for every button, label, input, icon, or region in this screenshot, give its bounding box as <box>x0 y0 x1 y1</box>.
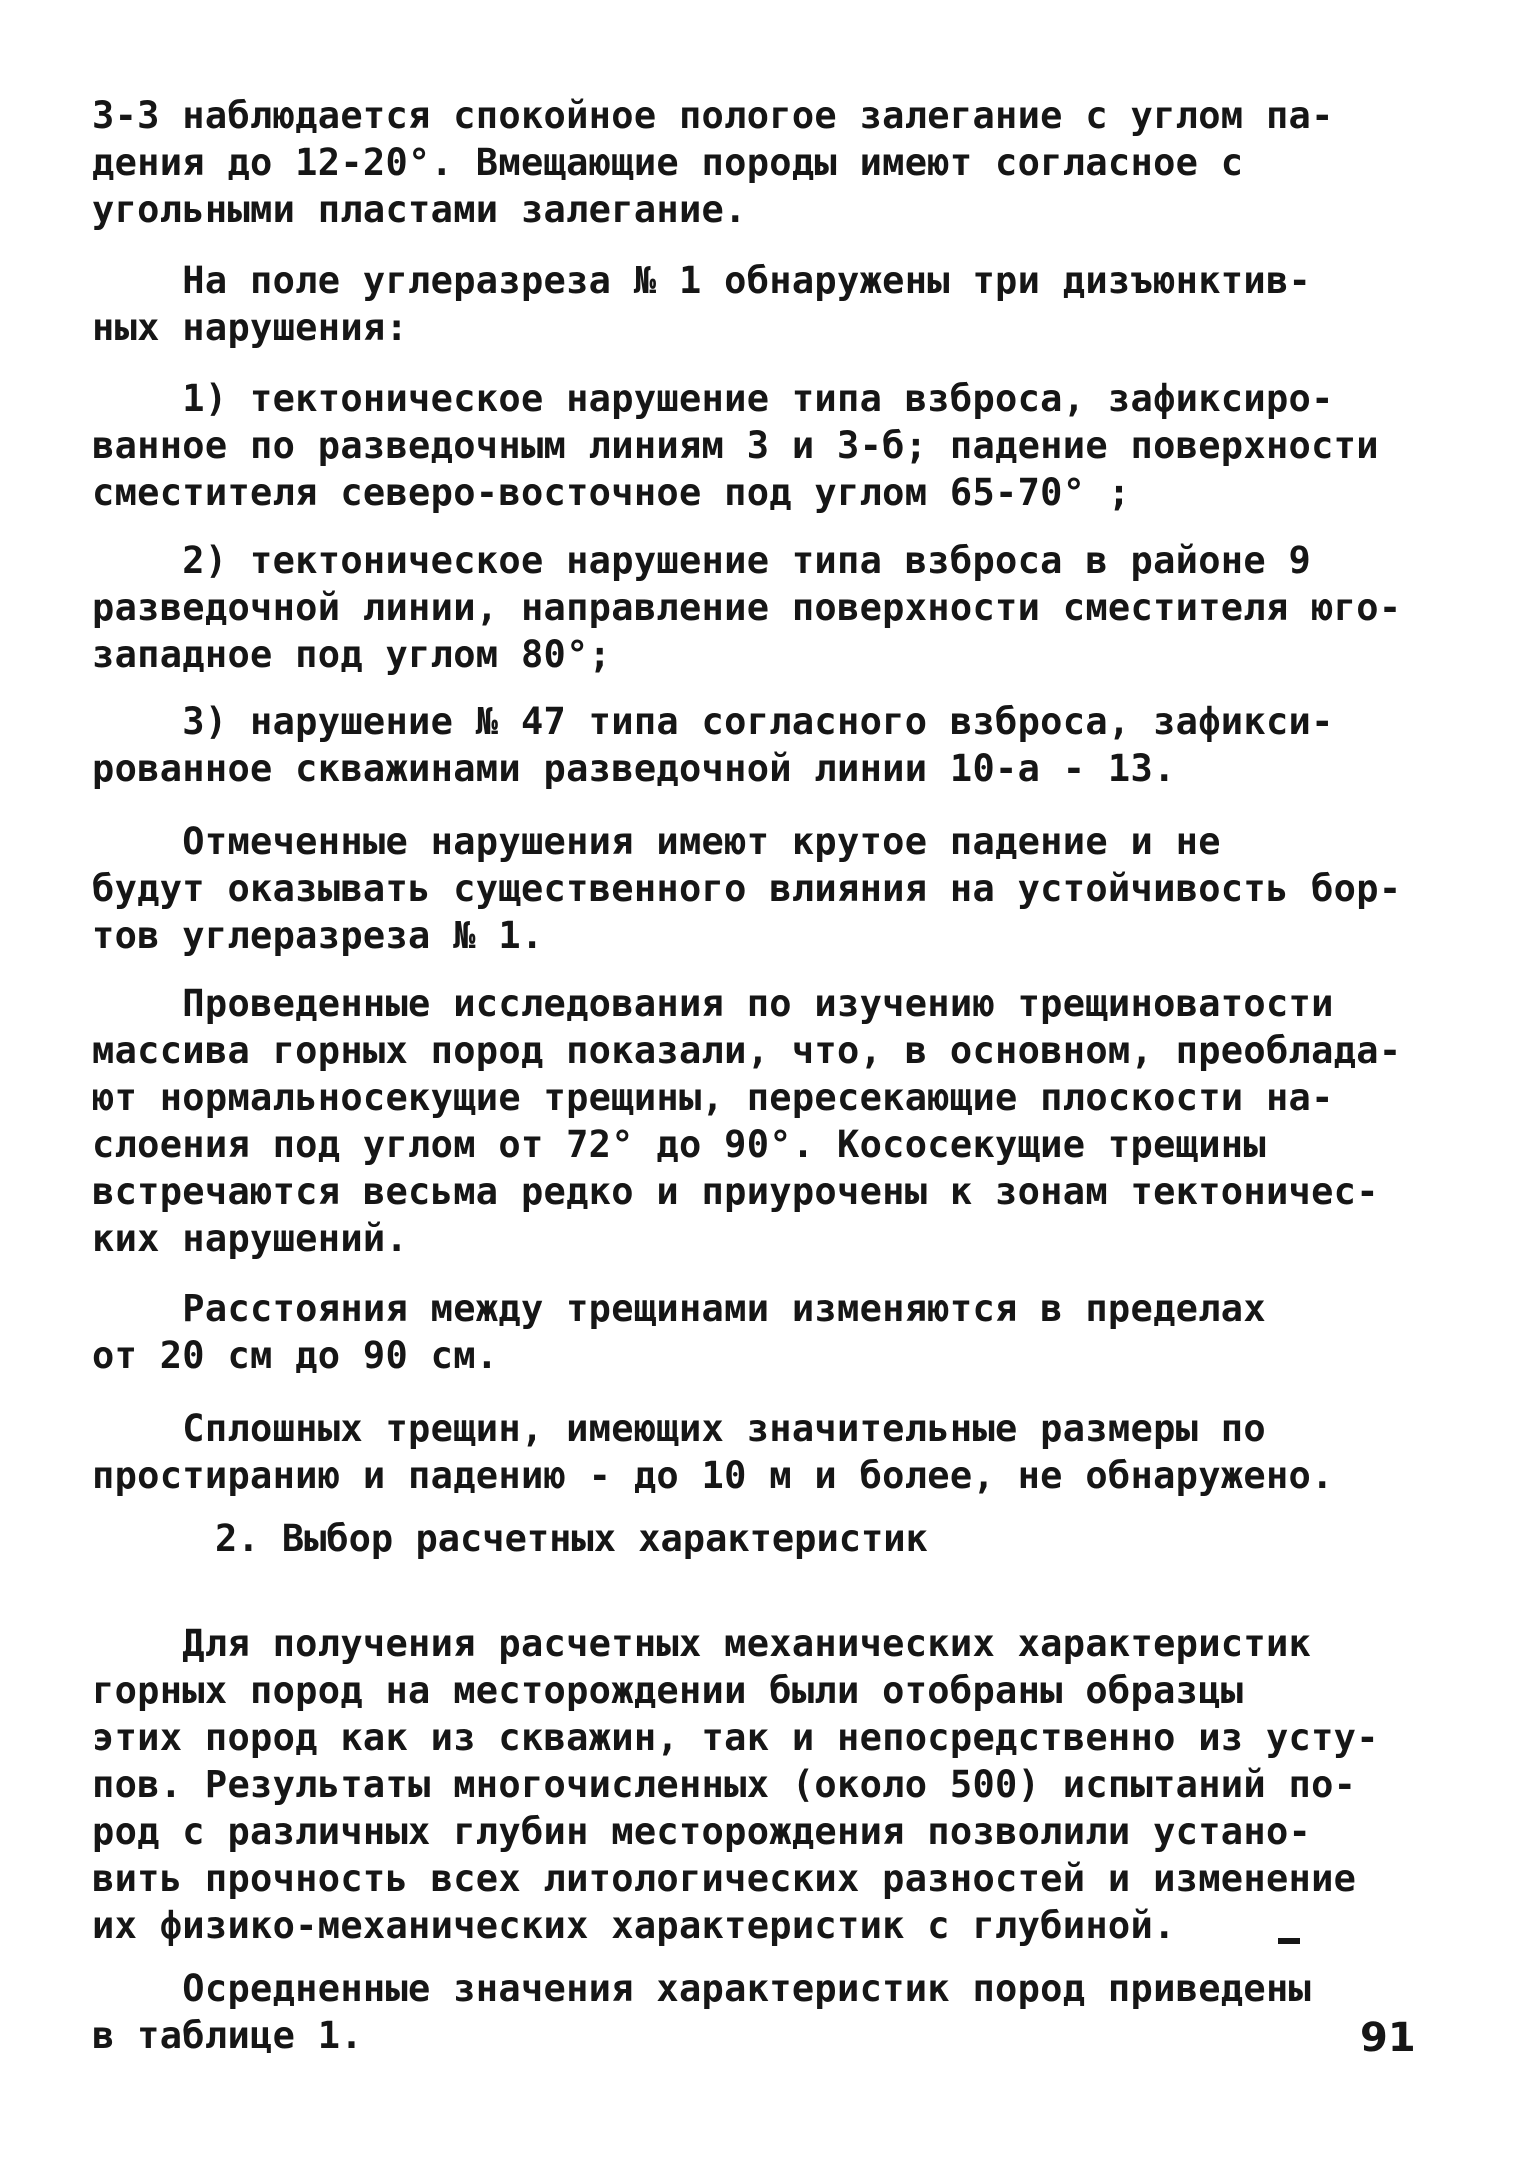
paragraph-p1 <box>92 92 1442 233</box>
text-line: горных пород на месторождении были отобраны образцы <box>92 1669 1244 1712</box>
text-line: Проведенные исследования по изучению трещиноватости <box>92 982 1334 1025</box>
paragraph-p4 <box>92 537 1442 678</box>
text-line: пов. Результаты многочисленных (около 500) испытаний по- <box>92 1763 1357 1806</box>
text-line: вить прочность всех литологических разностей и изменение <box>92 1857 1357 1900</box>
text-line: Осредненные значения характеристик пород приведены <box>92 1967 1312 2010</box>
paragraph-p8 <box>92 1285 1442 1379</box>
paragraph-p6 <box>92 818 1442 959</box>
text-line: Расстояния между трещинами изменяются в пределах <box>92 1287 1266 1330</box>
text-line: Для получения расчетных механических характеристик <box>92 1622 1312 1665</box>
text-line: ных нарушения: <box>92 306 409 349</box>
text-line: Сплошных трещин, имеющих значительные размеры по <box>92 1407 1266 1450</box>
text-line: встречаются весьма редко и приурочены к зонам тектоничес- <box>92 1170 1379 1213</box>
text-line: На поле углеразреза № 1 обнаружены три дизъюнктив- <box>92 259 1312 302</box>
text-line: 2) тектоническое нарушение типа взброса в районе 9 <box>92 539 1312 582</box>
text-line: западное под углом 80°; <box>92 633 612 676</box>
text-line: в таблице 1. <box>92 2014 363 2057</box>
paragraph-p11 <box>92 1965 1442 2059</box>
paragraph-p3 <box>92 375 1442 516</box>
page-number: 91 <box>1360 2015 1416 2061</box>
text-line: 1) тектоническое нарушение типа взброса, зафиксиро- <box>92 377 1334 420</box>
text-line: слоения под углом от 72° до 90°. Кососекущие трещины <box>92 1123 1266 1166</box>
text-line: род с различных глубин месторождения позволили устано- <box>92 1810 1312 1853</box>
text-line: 3-3 наблюдается спокойное пологое залегание с углом па- <box>92 94 1334 137</box>
text-line: их физико-механических характеристик с глубиной. <box>92 1904 1176 1947</box>
ink-mark <box>1278 1938 1300 1944</box>
paragraph-p10 <box>92 1620 1442 1949</box>
text-line: тов углеразреза № 1. <box>92 914 544 957</box>
paragraph-p9 <box>92 1405 1442 1499</box>
paragraph-p5 <box>92 698 1442 792</box>
text-line: этих пород как из скважин, так и непосредственно из усту- <box>92 1716 1379 1759</box>
text-line: разведочной линии, направление поверхности сместителя юго- <box>92 586 1402 629</box>
text-line: будут оказывать существенного влияния на устойчивость бор- <box>92 867 1402 910</box>
text-line: дения до 12-20°. Вмещающие породы имеют согласное с <box>92 141 1244 184</box>
text-line: 3) нарушение № 47 типа согласного взброса, зафикси- <box>92 700 1334 743</box>
paragraph-p2 <box>92 257 1442 351</box>
text-line: от 20 см до 90 см. <box>92 1334 499 1377</box>
text-line: ванное по разведочным линиям 3 и 3-б; падение поверхности <box>92 424 1379 467</box>
paragraph-p7 <box>92 980 1442 1262</box>
text-line: угольными пластами залегание. <box>92 188 747 231</box>
text-line: сместителя северо-восточное под углом 65-70° ; <box>92 471 1131 514</box>
text-line: рованное скважинами разведочной линии 10-а - 13. <box>92 747 1176 790</box>
text-line: простиранию и падению - до 10 м и более, не обнаружено. <box>92 1454 1334 1497</box>
text-line: Отмеченные нарушения имеют крутое падение и не <box>92 820 1221 863</box>
section-heading: 2. Выбор расчетных характеристик <box>215 1517 928 1560</box>
text-line: ких нарушений. <box>92 1217 409 1260</box>
text-line: ют нормальносекущие трещины, пересекающие плоскости на- <box>92 1076 1334 1119</box>
text-line: массива горных пород показали, что, в основном, преоблада- <box>92 1029 1402 1072</box>
